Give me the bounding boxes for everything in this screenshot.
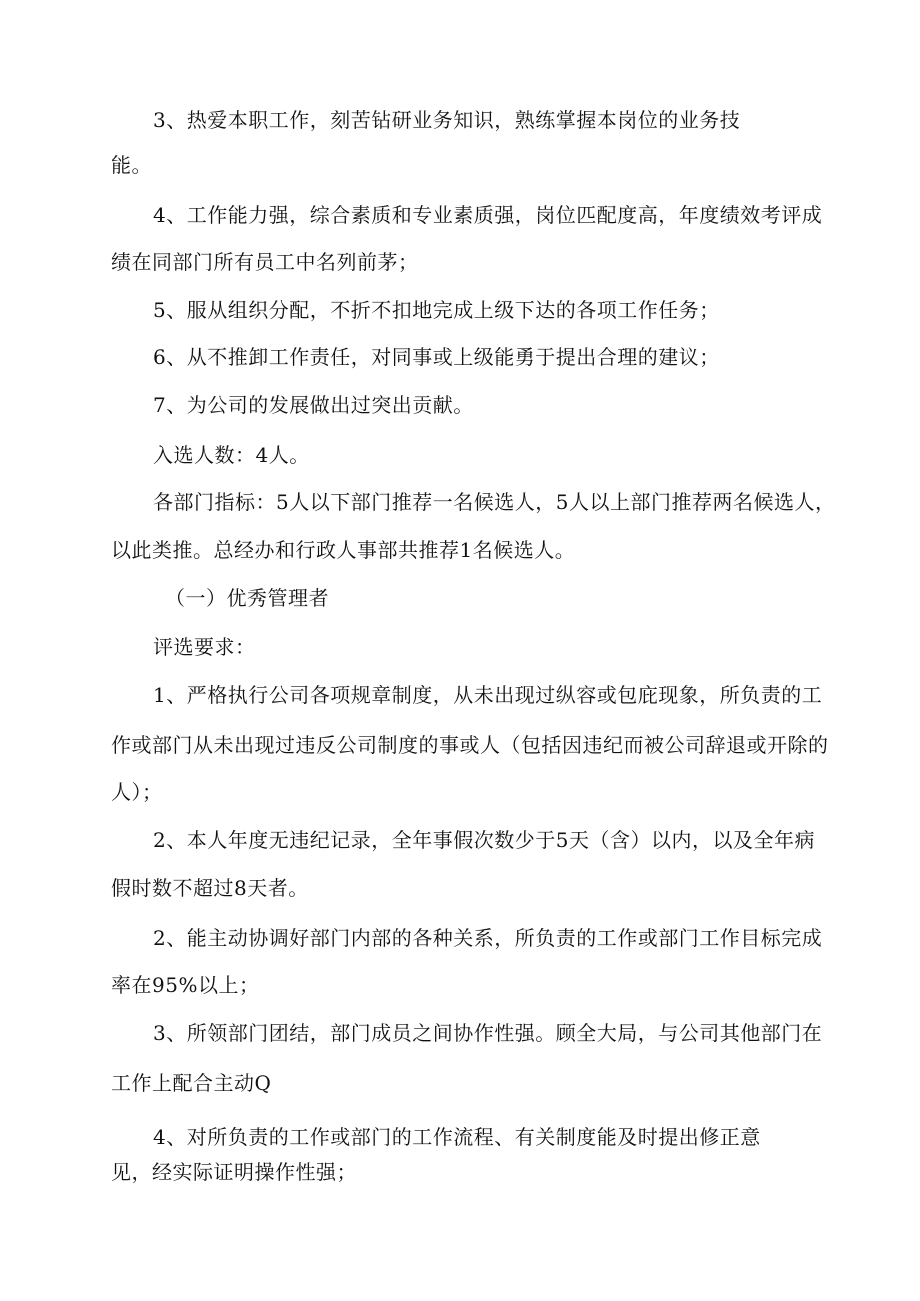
section-heading: （一）优秀管理者 (165, 586, 329, 610)
text-line: 5、服从组织分配，不折不扣地完成上级下达的各项工作任务； (153, 298, 720, 322)
text-line: 作或部门从未出现过违反公司制度的事或人（包括因违纪而被公司辞退或开除的 (111, 733, 829, 757)
text-line: 人）； (111, 780, 163, 804)
text-line: 3、所领部门团结，部门成员之间协作性强。顾全大局，与公司其他部门在 (153, 1021, 823, 1045)
text-line: 4、工作能力强，综合素质和专业素质强，岗位匹配度高，年度绩效考评成 (153, 203, 823, 227)
text-line: 假时数不超过8天者。 (111, 876, 309, 900)
text-line: 2、能主动协调好部门内部的各种关系，所负责的工作或部门工作目标完成 (153, 926, 823, 950)
text-line: 3、热爱本职工作，刻苦钻研业务知识，熟练掌握本岗位的业务技 (153, 108, 741, 132)
text-line: 7、为公司的发展做出过突出贡献。 (153, 393, 474, 417)
text-line: 能。 (111, 153, 152, 177)
text-line: 绩在同部门所有员工中名列前茅； (111, 250, 419, 274)
text-line: 见，经实际证明操作性强； (111, 1160, 357, 1184)
text-line: 2、本人年度无违纪记录，全年事假次数少于5天（含）以内，以及全年病 (153, 828, 815, 852)
text-line: 入选人数：4人。 (153, 443, 310, 467)
text-line: 1、严格执行公司各项规章制度，从未出现过纵容或包庇现象，所负责的工 (153, 683, 823, 707)
text-line: 工作上配合主动Q (111, 1071, 272, 1095)
text-line: 率在95%以上； (111, 973, 260, 997)
text-line: 各部门指标：5人以下部门推荐一名候选人，5人以上部门推荐两名候选人， (153, 490, 836, 514)
text-line: 评选要求： (153, 635, 256, 659)
text-line: 以此类推。总经办和行政人事部共推荐1名候选人。 (111, 538, 576, 562)
text-line: 4、对所负责的工作或部门的工作流程、有关制度能及时提出修正意 (153, 1125, 761, 1149)
text-line: 6、从不推卸工作责任，对同事或上级能勇于提出合理的建议； (153, 345, 720, 369)
